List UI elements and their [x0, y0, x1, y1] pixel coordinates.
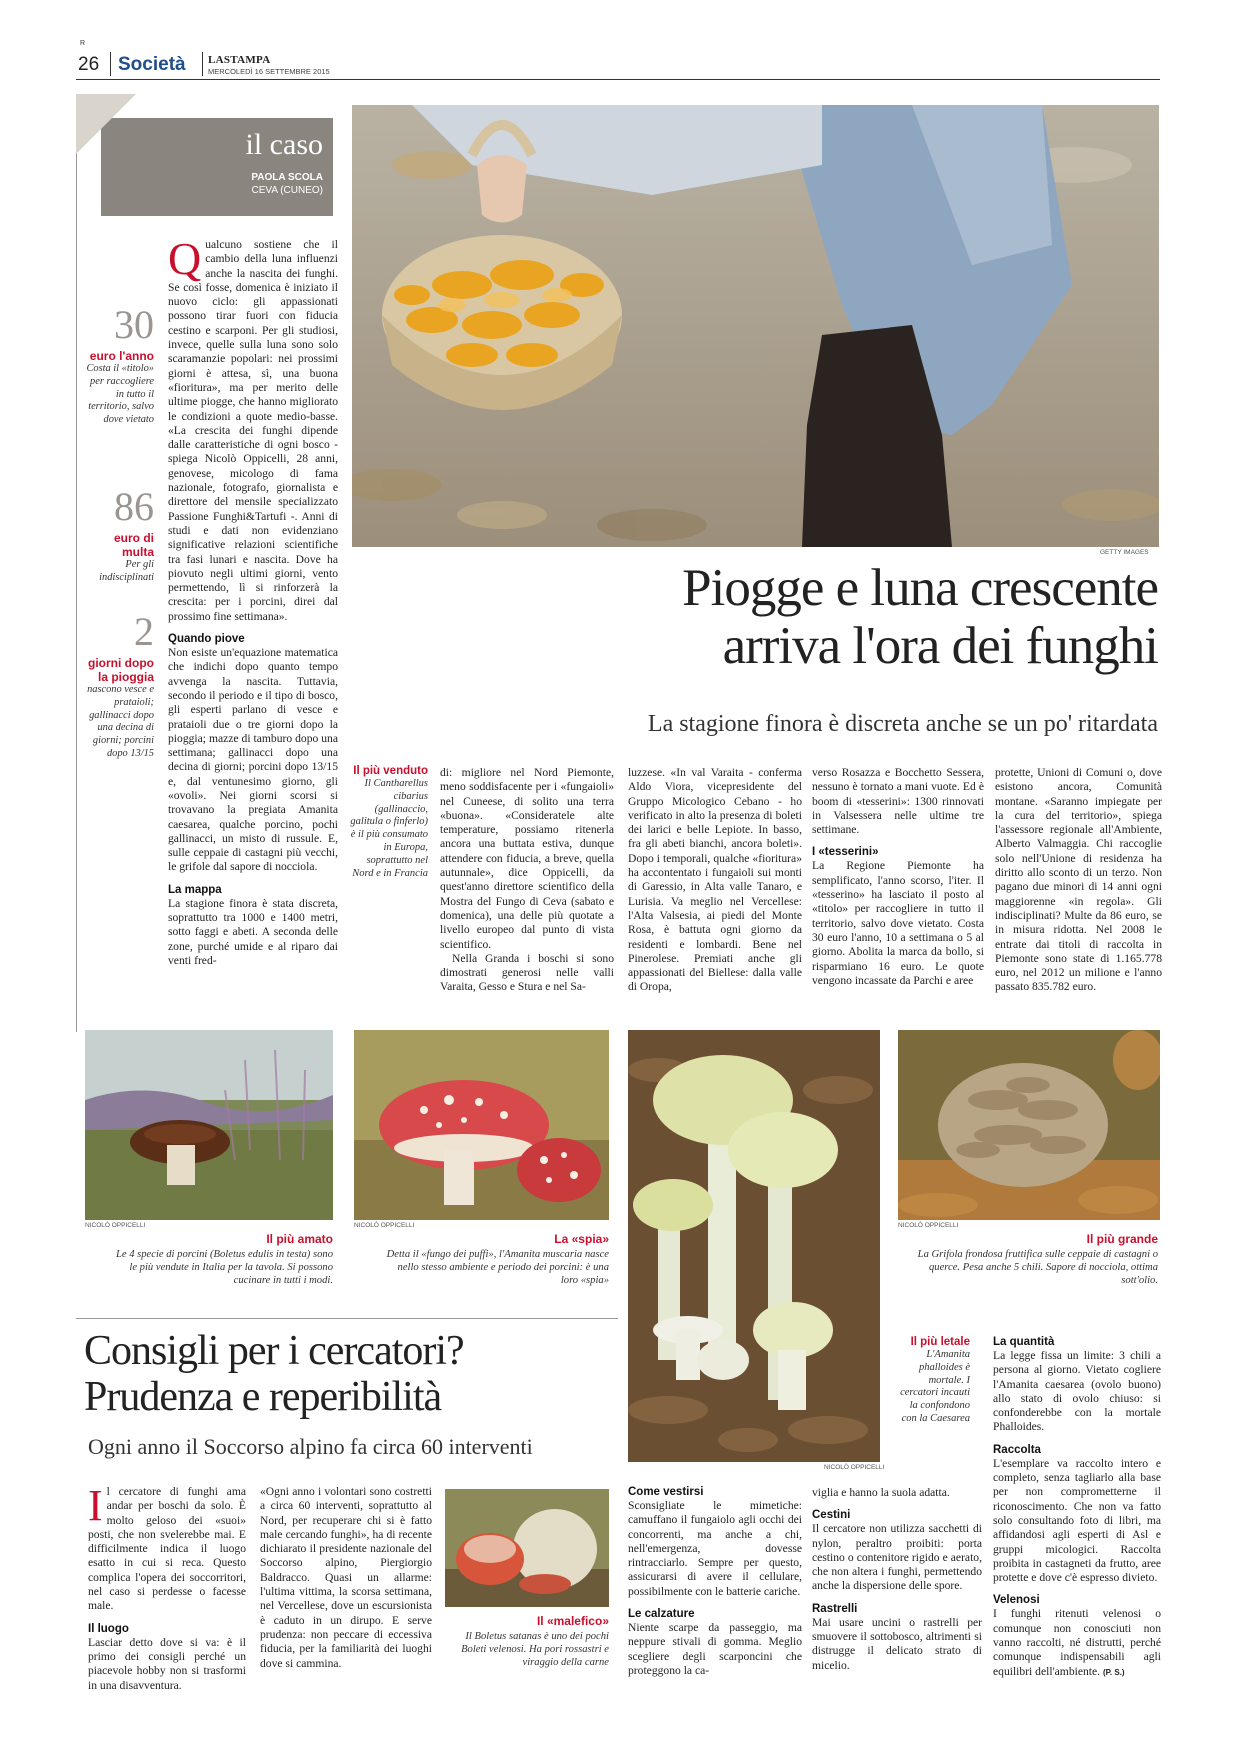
stat-desc: Per gli indisciplinati: [99, 559, 154, 583]
photo-title: Il più grande: [1086, 1232, 1158, 1246]
subhead-come-vestirsi: Come vestirsi: [628, 1486, 704, 1498]
hero-headline-1: Piogge e luna crescente: [682, 559, 1158, 617]
article-paragraph: La Regione Piemonte ha semplificato, l'anno scorso, l'iter. Il «tesserino» ha lasciato il posto al «titolo» per raccogliere in tutto il territorio, salvo dove vietato. Costa 30 euro l'anno, 10 a settimana o 5 al giorno. Abolita la marca da bollo, si risparmiano 16 euro. Le quote vengono incassate da Parchi e aree: [812, 859, 984, 987]
article-paragraph: viglia e hanno la suola adatta.: [812, 1486, 950, 1499]
stat-label: giorni dopo la pioggia: [88, 656, 154, 684]
photo-caption: Le 4 specie di porcini (Boletus edulis in testa) sono le più vendute in Italia per la tavola. Si possono cucinare in tutti i modi.: [115, 1249, 333, 1286]
article-paragraph: Sconsigliate le mimetiche: camuffano il fungaiolo agli occhi dei concorrenti, ma anche a chi, nell'emergenza, dovesse rintracciarlo. Sempre per questo, assicurarsi di avere il cellulare, possibilmente con le batterie cariche.: [628, 1499, 802, 1598]
article-paragraph: Mai usare uncini o rastrelli per smuovere il sottobosco, altrimenti si distrugge il delicato strato di micelio.: [812, 1615, 982, 1672]
photo-credit: NICOLÒ OPPICELLI: [354, 1222, 415, 1229]
article-col-2: [440, 766, 614, 995]
subhead-cestini: Cestini: [812, 1509, 851, 1522]
second-headline-2: Prudenza e reperibilità: [84, 1374, 442, 1420]
article-col-3: [628, 766, 802, 995]
photo-porcino: [85, 1030, 333, 1220]
article-paragraph: verso Rosazza e Bocchetto Sessera, nessuno è tornato a mani vuote. Ed è boom di «tesserini»: 1300 rinnovati in Valsessera nelle ultime tre settimane.: [812, 766, 984, 837]
second-col-3: [628, 1486, 802, 1678]
page-number: 26: [78, 54, 100, 75]
subhead-il-luogo: Il luogo: [88, 1622, 129, 1635]
paper-name: LASTAMPA: [208, 54, 271, 66]
photo-title: Il più amato: [266, 1232, 333, 1246]
subhead-la-quantita: La quantità: [993, 1336, 1055, 1348]
photo-phalloides: [628, 1030, 880, 1462]
article-paragraph: La stagione finora è stata discreta, soprattutto tra 1000 e 1400 metri, sotto faggi e abeti. A seconda delle zone, purché umide e al riparo dai venti fred-: [168, 896, 338, 967]
subhead-rastrelli: Rastrelli: [812, 1602, 858, 1615]
article-paragraph: I funghi ritenuti velenosi o comunque non conosciuti non vanno raccolti, né distrutti, perché comunque indispensabili agli equilibri dell'ambiente. (P. S.): [993, 1607, 1161, 1678]
issue-date: MERCOLEDÌ 16 SETTEMBRE 2015: [208, 67, 330, 76]
article-paragraph: Niente scarpe da passeggio, ma neppure stivali di gomma. Meglio scegliere degli scarponcini che proteggono la ca-: [628, 1621, 802, 1677]
article-paragraph: L'esemplare va raccolto intero e completo, senza tagliarlo alla base per non comprometterne il riconoscimento. Che non va fatto solo consultando foto di libri, ma affidandosi agli esperti di Asl e gruppi micologici. Raccolta proibita in castagneti da frutto, aree protette e dove c'è espresso divieto.: [993, 1456, 1161, 1585]
article-col-5: [995, 766, 1162, 995]
case-label: il caso: [245, 128, 323, 161]
photo-title: Il «malefico»: [536, 1614, 609, 1628]
case-box: [101, 118, 333, 216]
subhead-le-calzature: Le calzature: [628, 1608, 695, 1621]
case-place: CEVA (CUNEO): [251, 185, 323, 196]
subhead-la-mappa: La mappa: [168, 883, 222, 896]
stat-label: euro di multa: [113, 531, 154, 559]
photo-title: La «spia»: [554, 1232, 609, 1246]
second-headline-1: Consigli per i cercatori?: [84, 1328, 464, 1374]
corner-mark: R: [80, 40, 86, 47]
second-col-5: [993, 1336, 1161, 1680]
second-subheadline: Ogni anno il Soccorso alpino fa circa 60 interventi: [88, 1434, 533, 1459]
hero-subheadline: La stagione finora è discreta anche se un po' ritardata: [647, 711, 1158, 737]
stat-block: [84, 484, 154, 585]
section-name: Società: [118, 54, 186, 75]
second-col-4: [812, 1486, 982, 1673]
stat-block: [84, 302, 154, 427]
photo-caption: Il Boletus satanas è uno dei pochi Boleti velenosi. Ha pori rossastri e viraggio della carne: [461, 1631, 609, 1668]
article-paragraph: Il cercatore non utilizza sacchetti di nylon, peraltro proibiti: porta cestino o contenitore rigido e aerato, che non altera i funghi, permettendo anche la dispersione delle spore.: [812, 1522, 982, 1593]
sidebar-venduto-text: Il Cantharellus cibarius (gallinaccio, galitula o finferlo) è il più consumato in Europa, soprattutto nel Nord e in Francia: [350, 778, 428, 879]
subhead-quando-piove: Quando piove: [168, 633, 245, 646]
dropcap: Q: [168, 233, 202, 284]
sidebar-venduto: [350, 765, 428, 880]
case-author: PAOLA SCOLA: [251, 172, 323, 183]
article-paragraph: Nella Granda i boschi si sono dimostrati generosi nelle valli Varaita, Gesso e Stura e nel Sa-: [440, 951, 614, 994]
masthead: [76, 50, 1160, 80]
stat-desc: Costa il «titolo» per raccogliere in tutto il territorio, salvo dove vietato: [86, 363, 154, 426]
stat-block: [84, 609, 154, 761]
article-paragraph: protette, Unioni di Comuni o, dove esistono ancora, Comunità montane. «Saranno impiegate per la cura del territorio», spiega l'assessore regionale all'Ambiente, Alberto Valmaggia. Chi raccoglie solo nell'Unione di residenza ha diritto allo sconto di un terzo. Non pagano due minori di 14 anni ogni maggiorenne «in regola». Gli indisciplinati? Multe da 86 euro, se in misura ridotta. Nel 2008 le entrate dai titoli di raccolta in Piemonte sono state di 1.165.778 euro, nel 2012 un milione e l'anno passato 835.782 euro.: [995, 766, 1162, 994]
photo-satanas: [445, 1489, 609, 1607]
photo-title: Il più letale: [910, 1336, 970, 1348]
hero-photo: [352, 105, 1159, 547]
photo-credit: NICOLÒ OPPICELLI: [85, 1222, 146, 1229]
dropcap: I: [88, 1481, 103, 1530]
article-paragraph: La legge fissa un limite: 3 chili a persona al giorno. Vietato cogliere l'Amanita caesarea (ovolo buono) allo stato di ovolo chiuso: si confonderebbe con la mortale Phalloides.: [993, 1349, 1161, 1434]
stat-label: euro l'anno: [89, 349, 154, 363]
photo-credit: NICOLÒ OPPICELLI: [898, 1222, 959, 1229]
article-paragraph: Lasciar detto dove si va: è il primo dei consigli perché un piacevole hobby non si trasformi in una disavventura.: [88, 1635, 246, 1692]
photo-caption: L'Amanita phalloides è mortale. I cercatori incauti la confondono con la Caesarea: [900, 1349, 970, 1424]
author-signature: (P. S.): [1102, 1667, 1125, 1677]
hero-credit: GETTY IMAGES: [1100, 549, 1149, 556]
second-col-2: [260, 1485, 432, 1671]
photo-caption: La Grifola frondosa fruttifica sulle ceppaie di castagni o querce. Pesa anche 5 chili. Sapore di nocciola, ottima sott'olio.: [917, 1249, 1158, 1286]
stat-number: 30: [114, 302, 154, 347]
left-column-rule: [76, 94, 77, 1032]
sidebar-venduto-title: Il più venduto: [353, 765, 428, 777]
stat-desc: nascono vesce e prataioli; gallinacci dopo una decina di giorni; porcini dopo 13/15: [87, 684, 154, 759]
second-col-1: [88, 1481, 246, 1693]
subhead-velenosi: Velenosi: [993, 1594, 1040, 1607]
article-col-1: [168, 233, 338, 968]
masthead-divider-2: [202, 52, 203, 76]
photo-grifola: [898, 1030, 1160, 1220]
masthead-divider: [110, 52, 111, 76]
case-box-corner: [76, 94, 136, 154]
section-divider: [76, 1318, 618, 1319]
subhead-tesserini: I «tesserini»: [812, 846, 879, 859]
photo-caption: Detta il «fungo dei puffi», l'Amanita muscaria nasce nello stesso ambiente e periodo dei porcini: è una loro «spia»: [386, 1249, 609, 1286]
stat-number: 2: [134, 609, 154, 654]
article-paragraph: di: migliore nel Nord Piemonte, meno soddisfacente per i «fungaioli» nel Cuneese, di solito una terra «buona». «Consideratele alte temperature, possiamo ritenerla ancora una buttata estiva, dunque attendere con fiducia, a breve, quella autunnale», dice Oppicelli, da quest'anno direttore scientifico della Mostra del Fungo di Ceva (sabato e domenica), una delle più quotate a livello europeo dal punto di vista scientifico.: [440, 766, 614, 951]
article-paragraph: «Ogni anno i volontari sono costretti a circa 60 interventi, soprattutto al Nord, per recuperare chi si è fatto male cercando funghi», ha di recente dichiarato il presidente nazionale del Soccorso alpino, Piergiorgio Baldracco. Quasi un allarme: l'ultima vittima, la scorsa settimana, nel Vercellese, dove un escursionista è caduto in un dirupo. E serve prudenza: non peccare di eccessiva fiducia, per la familiarità dei luoghi dove si cammina.: [260, 1485, 432, 1670]
photo-credit: NICOLÒ OPPICELLI: [824, 1464, 885, 1471]
photo-muscaria: [354, 1030, 609, 1220]
subhead-raccolta: Raccolta: [993, 1443, 1041, 1456]
sidebar-letale: [898, 1336, 970, 1426]
article-paragraph: Non esiste un'equazione matematica che indichi dopo quanto tempo avvenga la nascita. Tuttavia, secondo il periodo e il tipo di bosco, gli esperti parlano di vesce e prataioli due o tre giorni dopo la pioggia; mazze di tamburo dopo una settimana; gallinacci dopo una decina di giorni; porcini dopo 13/15 e, dal ventunesimo giorno, gli «ovoli». Nei giorni scorsi si trovavano la pregiata Amanita caesarea, qualche porcino, pochi gallinacci, un misto di russule. E, sulle ceppaie di castagni più vecchi, le grifole dal sapore di nocciola.: [168, 646, 338, 874]
article-paragraph: luzzese. «In val Varaita - conferma Aldo Viora, vicepresidente del Gruppo Micologico Cebano - ho verificato in alto la presenza di boleti dei larici e belle Lepiote. In basso, fra gli abeti bianchi, ancora boleti». Dopo i temporali, qualche «fioritura» ha accontentato i fungaioli sui monti di Garessio, in Alta valle Tanaro, e Lurisia. Va meglio nel Vercellese: l'Alta Valsesia, ai piedi del Monte Rosa, è battuta ogni giorno da residenti e lombardi. Bene nel Pinerolese. Premiati anche gli appassionati del Biellese: dalla valle di Oropa,: [628, 766, 802, 994]
stat-number: 86: [114, 484, 154, 529]
hero-headline-2: arriva l'ora dei funghi: [722, 617, 1158, 675]
article-intro: Qualcuno sostiene che il cambio della luna influenzi anche la nascita dei funghi. Se così fosse, domenica è iniziato il nuovo ciclo: gli appassionati possono tirar fuori con fiducia cestino e scarponi. Per gli studiosi, invece, quelle sulla luna sono solo scaramanzie popolari: nei prossimi giorni è attesa, sì, una buona «fioritura», ma per merito delle ultime piogge, che hanno migliorato le condizioni a quote medio-basse. «La crescita dei funghi dipende dalle caratteristiche di ogni bosco - spiega Nicolò Oppicelli, 28 anni, genovese, micologo di fama nazionale, fotografo, giornalista e direttore del mensile specializzato Passione Funghi&Tartufi -. Anni di studi e dati non evidenziano significative relazioni scientifiche tra fasi lunari e nascita. Dove ha piovuto negli ultimi giorni, vento permettendo, lì si rinforzerà la crescita: per i porcini, direi dal prossimo fine settimana».: [168, 233, 338, 623]
article-paragraph: Il cercatore di funghi ama andar per boschi da solo. È molto geloso dei «suoi» posti, che non svelerebbe mai. E difficilmente indica il luogo esatto in cui si reca. Questo complica l'opera dei soccorritori, nel caso si perdesse o facesse male.: [88, 1481, 246, 1613]
article-col-4: [812, 766, 984, 988]
